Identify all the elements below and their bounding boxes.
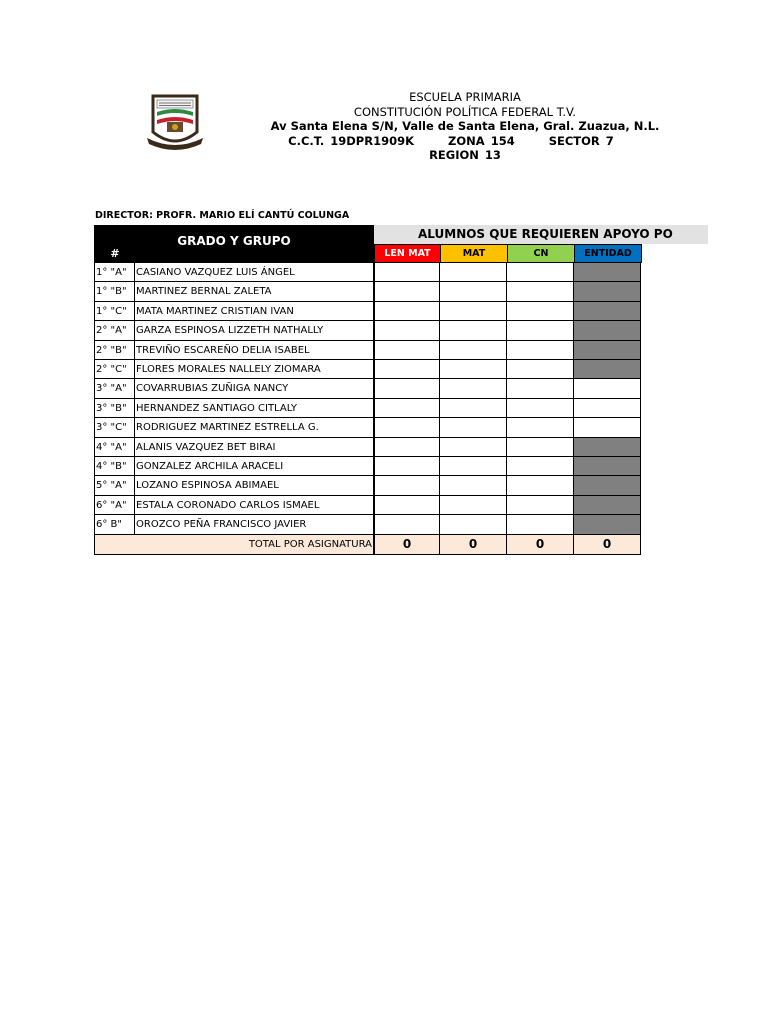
subject-cell-mat[interactable] [440, 321, 507, 340]
subject-cell-mat[interactable] [440, 476, 507, 495]
grade-cell: 1° "A" [94, 263, 135, 282]
subject-cell-len-mat[interactable] [374, 282, 440, 301]
subject-cell-mat[interactable] [440, 418, 507, 437]
subject-cell-len-mat[interactable] [374, 379, 440, 398]
subject-cell-entidad[interactable] [574, 476, 641, 495]
subject-cell-entidad[interactable] [574, 263, 641, 282]
student-name-cell: COVARRUBIAS ZUÑIGA NANCY [135, 379, 374, 398]
subject-cell-cn[interactable] [507, 302, 574, 321]
school-address: Av Santa Elena S/N, Valle de Santa Elena, Gral. Zuazua, N.L. [270, 119, 660, 133]
subject-cell-entidad[interactable] [574, 341, 641, 360]
subject-cell-cn[interactable] [507, 496, 574, 515]
subject-cell-mat[interactable] [440, 379, 507, 398]
subject-header-len-mat: LEN MAT [374, 244, 441, 263]
student-name-cell: FLORES MORALES NALLELY ZIOMARA [135, 360, 374, 379]
grade-cell: 3° "C" [94, 418, 135, 437]
subject-cell-len-mat[interactable] [374, 438, 440, 457]
subject-cell-entidad[interactable] [574, 302, 641, 321]
subject-cell-len-mat[interactable] [374, 341, 440, 360]
grade-cell: 2° "C" [94, 360, 135, 379]
subject-cell-entidad[interactable] [574, 457, 641, 476]
subject-cell-mat[interactable] [440, 496, 507, 515]
subject-cell-entidad[interactable] [574, 399, 641, 418]
region-code: REGION 13 [429, 148, 501, 162]
student-name-cell: MARTINEZ BERNAL ZALETA [135, 282, 374, 301]
subject-cell-mat[interactable] [440, 302, 507, 321]
student-name-cell: CASIANO VAZQUEZ LUIS ÁNGEL [135, 263, 374, 282]
grade-cell: 4° "A" [94, 438, 135, 457]
student-name-cell: GARZA ESPINOSA LIZZETH NATHALLY [135, 321, 374, 340]
grade-cell: 2° "B" [94, 341, 135, 360]
grade-cell: 5° "A" [94, 476, 135, 495]
grade-cell: 6° "A" [94, 496, 135, 515]
subject-cell-entidad[interactable] [574, 282, 641, 301]
subject-cell-len-mat[interactable] [374, 457, 440, 476]
subject-cell-cn[interactable] [507, 438, 574, 457]
grade-cell: 4° "B" [94, 457, 135, 476]
school-header [270, 90, 660, 163]
subject-cell-entidad[interactable] [574, 379, 641, 398]
subject-cell-entidad[interactable] [574, 321, 641, 340]
grade-cell: 6° B" [94, 515, 135, 534]
total-value-len-mat: 0 [374, 535, 440, 555]
grade-cell: 3° "A" [94, 379, 135, 398]
sector-code: SECTOR 7 [548, 133, 614, 148]
subject-header-entidad: ENTIDAD [574, 244, 642, 263]
grade-group-title: GRADO Y GRUPO [177, 234, 291, 248]
subject-cell-len-mat[interactable] [374, 302, 440, 321]
total-label: TOTAL POR ASIGNATURA [94, 535, 374, 555]
subject-cell-cn[interactable] [507, 457, 574, 476]
student-name-cell: GONZALEZ ARCHILA ARACELI [135, 457, 374, 476]
zona-code: ZONA 154 [448, 133, 515, 148]
director-label: DIRECTOR: PROFR. MARIO ELÍ CANTÚ COLUNGA [95, 210, 350, 221]
school-type: ESCUELA PRIMARIA [409, 90, 521, 104]
grade-cell: 3° "B" [94, 399, 135, 418]
school-codes [270, 134, 660, 163]
student-name-cell: ALANIS VAZQUEZ BET BIRAI [135, 438, 374, 457]
grade-cell: 2° "A" [94, 321, 135, 340]
student-name-cell: LOZANO ESPINOSA ABIMAEL [135, 476, 374, 495]
subject-cell-cn[interactable] [507, 418, 574, 437]
subject-cell-len-mat[interactable] [374, 263, 440, 282]
subject-cell-cn[interactable] [507, 263, 574, 282]
total-value-mat: 0 [440, 535, 507, 555]
subject-cell-cn[interactable] [507, 515, 574, 534]
subject-cell-cn[interactable] [507, 282, 574, 301]
subject-cell-mat[interactable] [440, 360, 507, 379]
subject-cell-len-mat[interactable] [374, 496, 440, 515]
subject-cell-len-mat[interactable] [374, 399, 440, 418]
hash-header: # [110, 247, 120, 260]
subject-cell-cn[interactable] [507, 476, 574, 495]
student-name-cell: OROZCO PEÑA FRANCISCO JAVIER [135, 515, 374, 534]
total-value-cn: 0 [507, 535, 574, 555]
subject-cell-entidad[interactable] [574, 438, 641, 457]
total-value-entidad: 0 [574, 535, 641, 555]
subject-cell-len-mat[interactable] [374, 418, 440, 437]
group-header [94, 225, 374, 263]
cct-code: C.C.T. 19DPR1909K [288, 133, 415, 148]
subject-cell-len-mat[interactable] [374, 515, 440, 534]
grade-cell: 1° "B" [94, 282, 135, 301]
subject-cell-cn[interactable] [507, 379, 574, 398]
subject-header-mat: MAT [440, 244, 508, 263]
subject-cell-cn[interactable] [507, 399, 574, 418]
subject-cell-len-mat[interactable] [374, 321, 440, 340]
subject-cell-mat[interactable] [440, 341, 507, 360]
support-banner: ALUMNOS QUE REQUIEREN APOYO PO [374, 225, 708, 244]
subject-cell-entidad[interactable] [574, 360, 641, 379]
subject-header-cn: CN [507, 244, 575, 263]
subject-cell-mat[interactable] [440, 457, 507, 476]
subject-cell-mat[interactable] [440, 438, 507, 457]
subject-cell-entidad[interactable] [574, 496, 641, 515]
subject-cell-len-mat[interactable] [374, 476, 440, 495]
subject-cell-cn[interactable] [507, 341, 574, 360]
subject-cell-entidad[interactable] [574, 418, 641, 437]
subject-cell-mat[interactable] [440, 399, 507, 418]
subject-cell-mat[interactable] [440, 263, 507, 282]
subject-cell-cn[interactable] [507, 321, 574, 340]
grade-cell: 1° "C" [94, 302, 135, 321]
school-name: CONSTITUCIÓN POLÍTICA FEDERAL T.V. [353, 104, 577, 119]
subject-cell-mat[interactable] [440, 515, 507, 534]
student-name-cell: TREVIÑO ESCAREÑO DELIA ISABEL [135, 341, 374, 360]
student-name-cell: ESTALA CORONADO CARLOS ISMAEL [135, 496, 374, 515]
school-crest-logo [143, 92, 207, 154]
student-name-cell: RODRIGUEZ MARTINEZ ESTRELLA G. [135, 418, 374, 437]
subject-cell-entidad[interactable] [574, 515, 641, 534]
subject-cell-mat[interactable] [440, 282, 507, 301]
subject-cell-len-mat[interactable] [374, 360, 440, 379]
student-name-cell: MATA MARTINEZ CRISTIAN IVAN [135, 302, 374, 321]
student-name-cell: HERNANDEZ SANTIAGO CITLALY [135, 399, 374, 418]
subject-cell-cn[interactable] [507, 360, 574, 379]
